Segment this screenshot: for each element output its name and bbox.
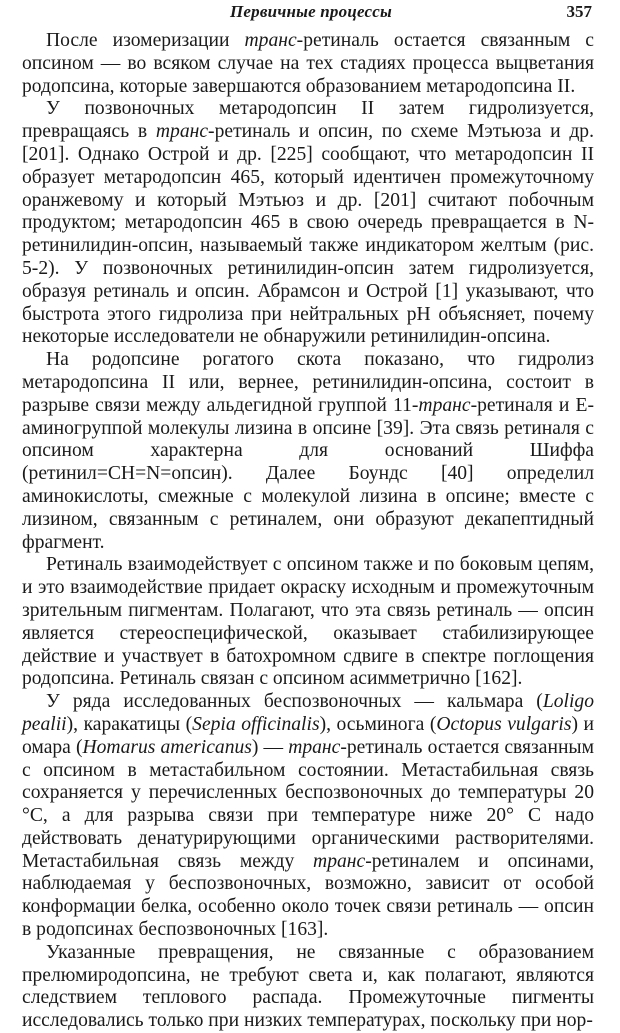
text-run: Ретиналь взаимодействует с опсином также и по боковым цепям, и это взаимодействие придает окраску исходным и промежуточным зрительным пигментам. Полагают, что эта связь ретиналь — опсин является стереоспецифической, оказывает стабилизирующее действие и участвует в батохромном сдвиге в спектре поглощения родопсина. Ретиналь связан с опсином асимметрично [162]. (22, 554, 594, 690)
text-run: -ретиналь остается связанным с опсином — во всяком случае на тех стадиях процесса выцветания родопсина, которые завершаются образованием метародопсина II. (22, 30, 594, 97)
text-run: -ретиналем и опсинами, наблюдаемая у беспозвоночных, возможно, зависит от особой конформации белка, особенно около точек связи ретиналь — опсин в родопсинах беспозвоночных [163]. (22, 850, 594, 941)
italic-text: Loligo pealii (22, 691, 594, 735)
page-number: 357 (566, 2, 592, 21)
text-run: -ретиналя и Е-аминогруппой молекулы лизина в опсине [39]. Эта связь ретиналя с опсином характерна для оснований Шиффа (ретинил=CH=N=опсин). Далее Боундс [40] определил аминокислоты, смежные с молекулой лизина в опсине; вместе с лизином, связанным с ретиналем, они образуют декапептидный фрагмент. (22, 394, 594, 553)
italic-text: транс (313, 850, 366, 872)
text-run: -ретиналь остается связанным с опсином в метастабильном состоянии. Метастабильная связь сохраняется у перечисленных беспозвоночных до температуры 20 °C, а для разрыва связи при температуре ниже 20° C надо действовать денатурирующими органическими растворителями. Метастабильная связь между (22, 736, 594, 872)
paragraph (22, 942, 594, 1033)
body-text (22, 30, 594, 1033)
text-run: Указанные превращения, не связанные с образованием прелюмиродопсина, не требуют света и, как полагают, являются следствием теплового распада. Промежуточные пигменты исследовались только при низких температурах, поскольку при нор- (22, 941, 594, 1032)
italic-text: транс (418, 394, 471, 416)
paragraph (22, 349, 594, 554)
italic-text: транс (244, 30, 297, 51)
text-run: ), осьминога ( (319, 713, 437, 735)
text-run: ), каракатицы ( (66, 713, 193, 735)
text-run: -ретиналь и опсин, по схеме Мэтьюза и др. [201]. Однако Острой и др. [225] сообщают, что метародопсин II образует метародопсин 465, который идентичен промежуточному оранжевому и который Мэтьюз и др. [201] считают побочным продуктом; метародопсин 465 в свою очередь превращается в N-ретинилидин-опсин, называемый также индикатором желтым (рис. 5-2). У позвоночных ретинилидин-опсин затем гидролизуется, образуя ретиналь и опсин. Абрамсон и Острой [1] указывают, что быстрота этого гидролиза при нейтральных pH объясняет, почему некоторые исследователи не обнаружили ретинилидин-опсина. (22, 121, 595, 348)
page-header (22, 0, 594, 30)
text-run: У ряда исследованных беспозвоночных — кальмара ( (46, 691, 543, 713)
italic-text: Sepia officinalis (192, 713, 320, 735)
paragraph (22, 30, 594, 98)
text-run: После изомеризации (46, 30, 245, 51)
italic-text: транс (288, 736, 341, 758)
italic-text: Homarus americanus (82, 736, 252, 758)
running-title: Первичные процессы (230, 2, 392, 21)
text-run: У позвоночных метародопсин II затем гидролизуется, превращаясь в (22, 98, 594, 143)
italic-text: Octopus vulgaris (436, 713, 572, 735)
paragraph (22, 98, 594, 349)
text-run: ) — (251, 736, 289, 758)
paragraph (22, 554, 594, 691)
text-run: ) и омара ( (22, 713, 594, 758)
italic-text: транс (155, 121, 209, 143)
paragraph (22, 691, 594, 942)
text-run: На родопсине рогатого скота показано, что гидролиз метародопсина II или, вернее, ретинилидин-опсина, состоит в разрыве связи между альдегидной группой 11- (22, 349, 594, 416)
